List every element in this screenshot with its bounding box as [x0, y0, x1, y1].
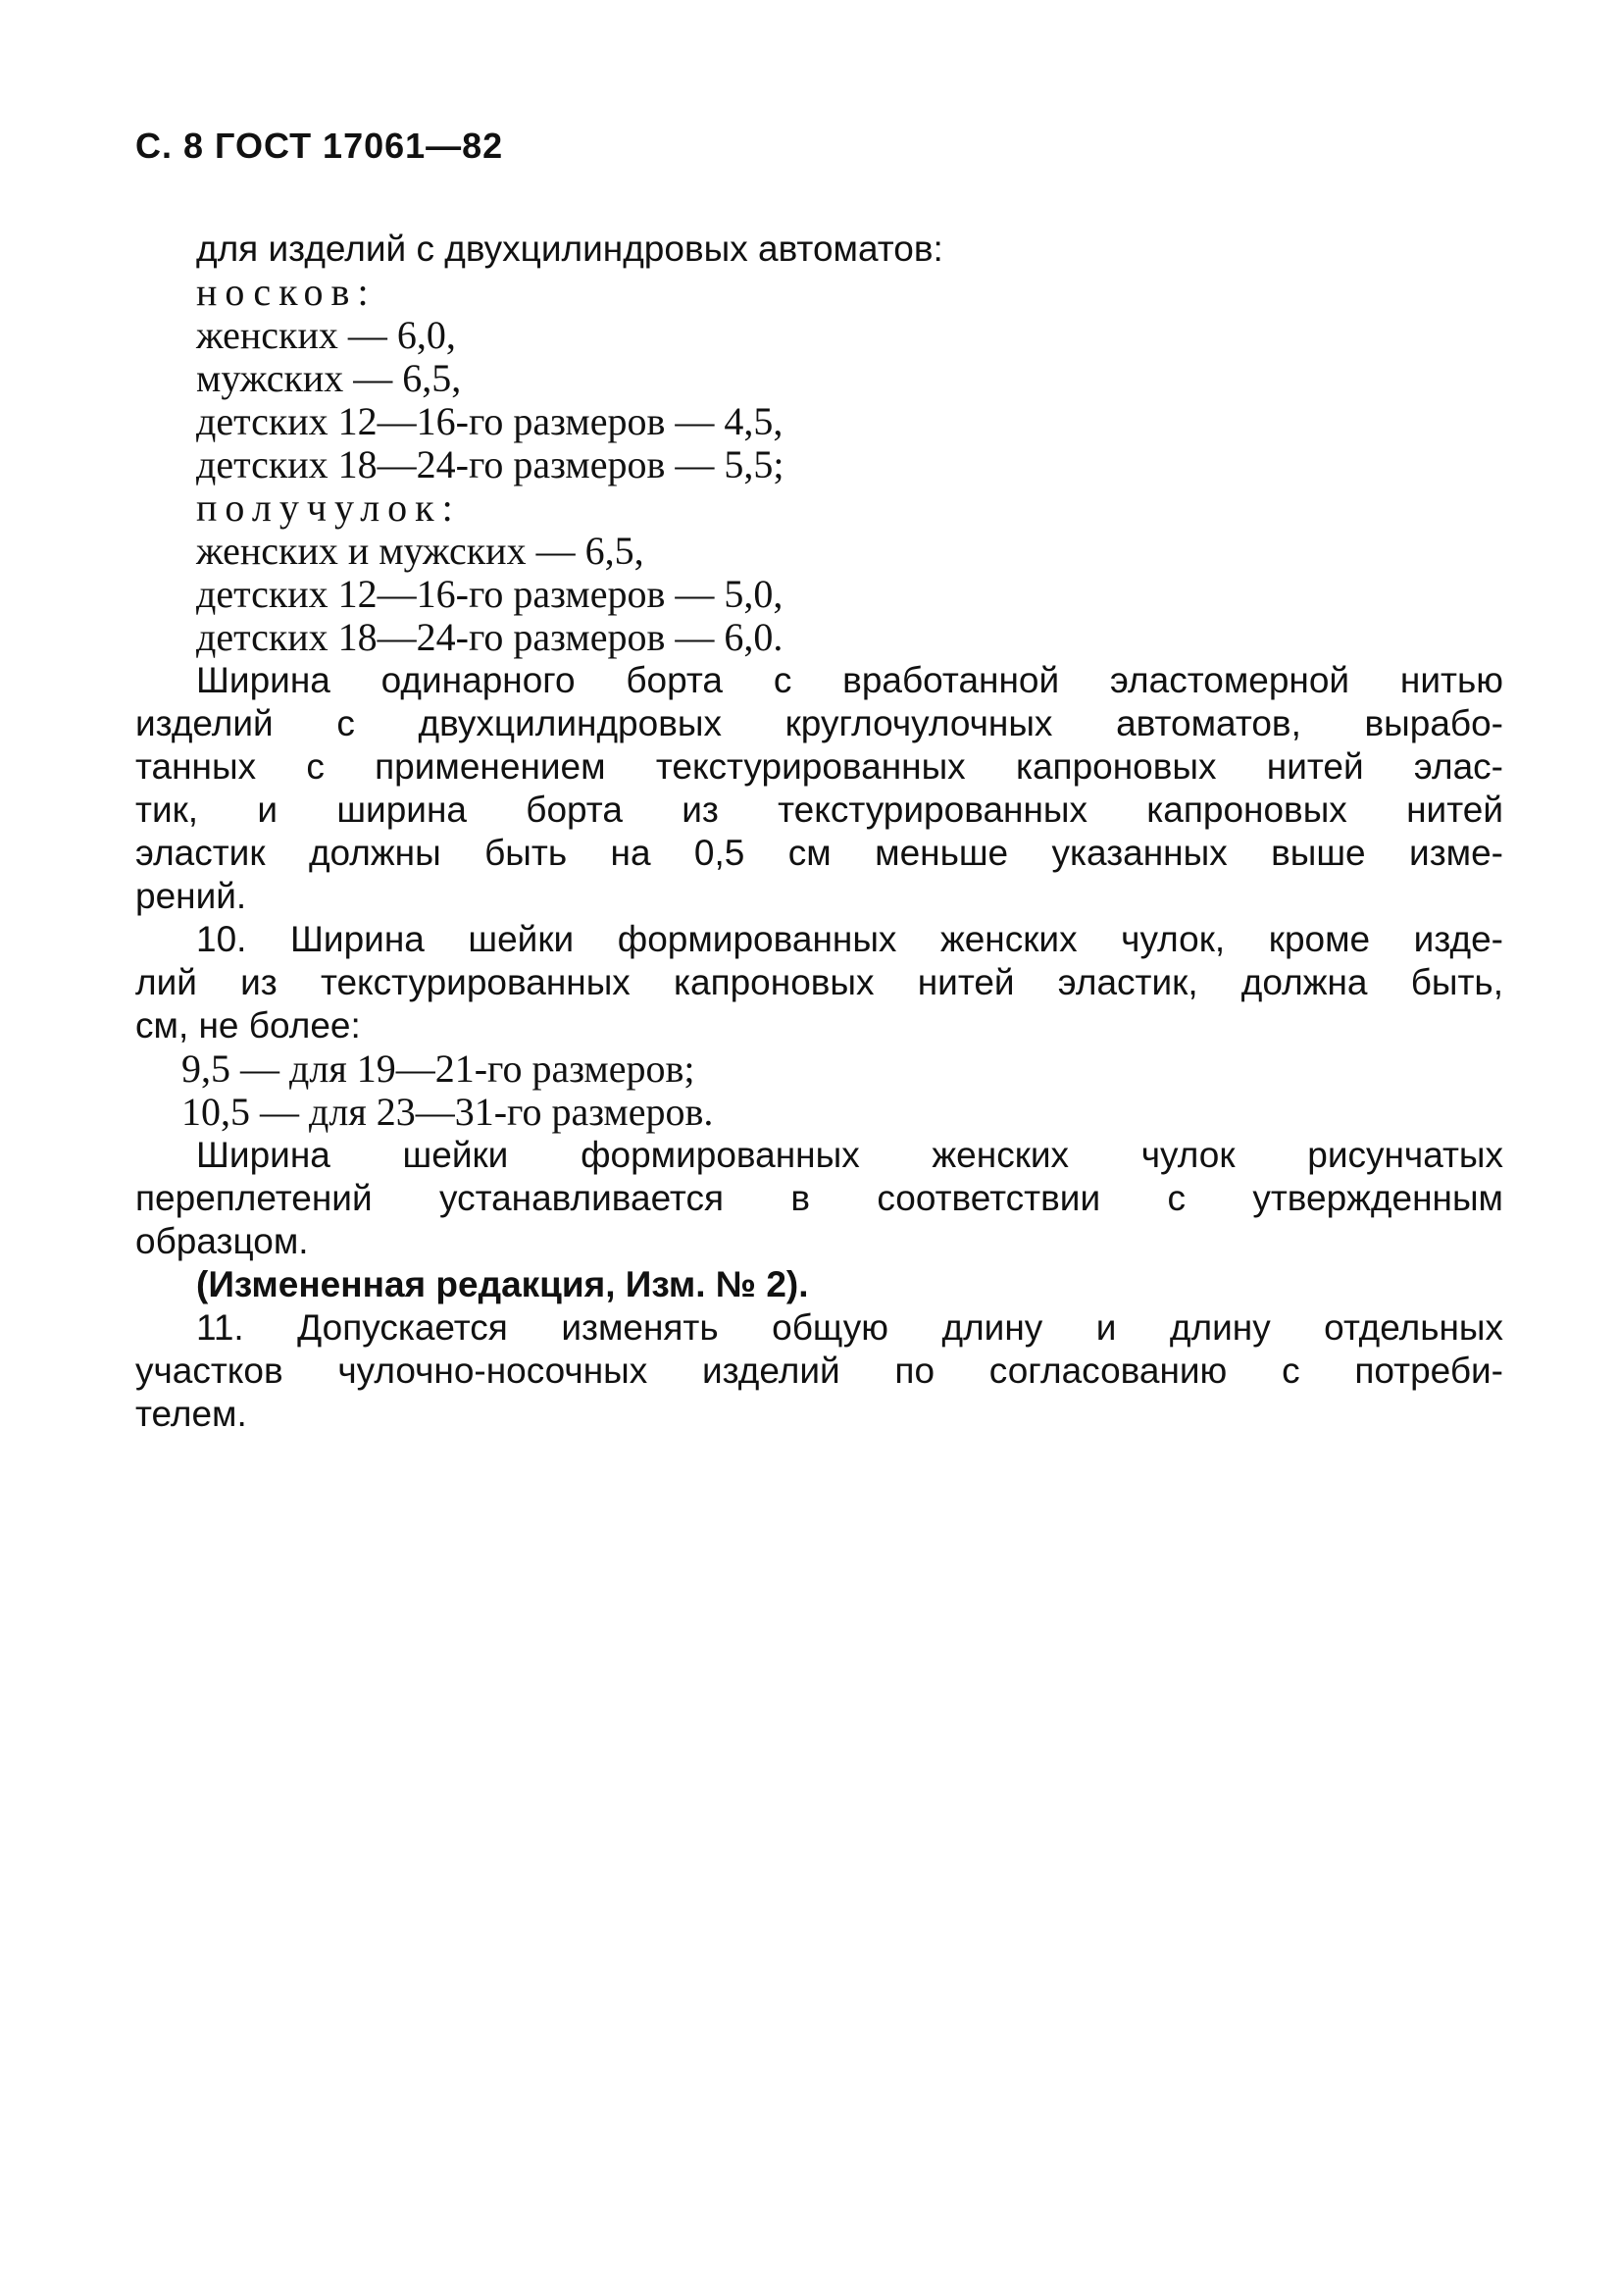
list-item: 10,5 — для 23—31-го размеров. — [181, 1090, 714, 1134]
paragraph-line: танных с применением текстурированных капроновых нитей элас- — [135, 746, 1503, 787]
list-item: детских 18—24-го размеров — 5,5; — [196, 442, 784, 486]
paragraph-line: образцом. — [135, 1221, 309, 1261]
paragraph-line: рений. — [135, 876, 247, 916]
page-header: С. 8 ГОСТ 17061—82 — [135, 126, 504, 166]
paragraph-line: тик, и ширина борта из текстурированных капроновых нитей — [135, 790, 1503, 830]
item-10-line: 10. Ширина шейки формированных женских чулок, кроме изде- — [196, 919, 1503, 959]
list-item: детских 18—24-го размеров — 6,0. — [196, 615, 784, 659]
item-10-line: лий из текстурированных капроновых нитей эластик, должна быть, — [135, 962, 1503, 1002]
half-hose-heading: получулок: — [196, 485, 461, 530]
document-body — [135, 228, 1503, 1436]
socks-heading: носков: — [196, 270, 377, 314]
list-item: мужских — 6,5, — [196, 356, 462, 400]
amendment-note: (Измененная редакция, Изм. № 2). — [196, 1264, 809, 1304]
paragraph-line: изделий с двухцилиндровых круглочулочных автоматов, вырабо- — [135, 703, 1503, 743]
list-item: детских 12—16-го размеров — 4,5, — [196, 399, 784, 443]
paragraph-line: Ширина шейки формированных женских чулок рисунчатых — [196, 1135, 1503, 1175]
list-item: 9,5 — для 19—21-го размеров; — [181, 1046, 695, 1091]
item-11-line: телем. — [135, 1394, 247, 1434]
list-item: женских и мужских — 6,5, — [196, 529, 644, 573]
paragraph-line: Ширина одинарного борта с вработанной эластомерной нитью — [196, 660, 1503, 700]
paragraph-line: переплетений устанавливается в соответствии с утвержденным — [135, 1178, 1503, 1218]
item-10-line: см, не более: — [135, 1005, 361, 1046]
item-11-line: 11. Допускается изменять общую длину и длину отдельных — [196, 1307, 1503, 1348]
list-item: детских 12—16-го размеров — 5,0, — [196, 572, 784, 616]
paragraph-line: эластик должны быть на 0,5 см меньше указанных выше изме- — [135, 833, 1503, 873]
intro-line: для изделий с двухцилиндровых автоматов: — [196, 229, 943, 269]
list-item: женских — 6,0, — [196, 313, 456, 357]
item-11-line: участков чулочно-носочных изделий по согласованию с потреби- — [135, 1351, 1503, 1391]
